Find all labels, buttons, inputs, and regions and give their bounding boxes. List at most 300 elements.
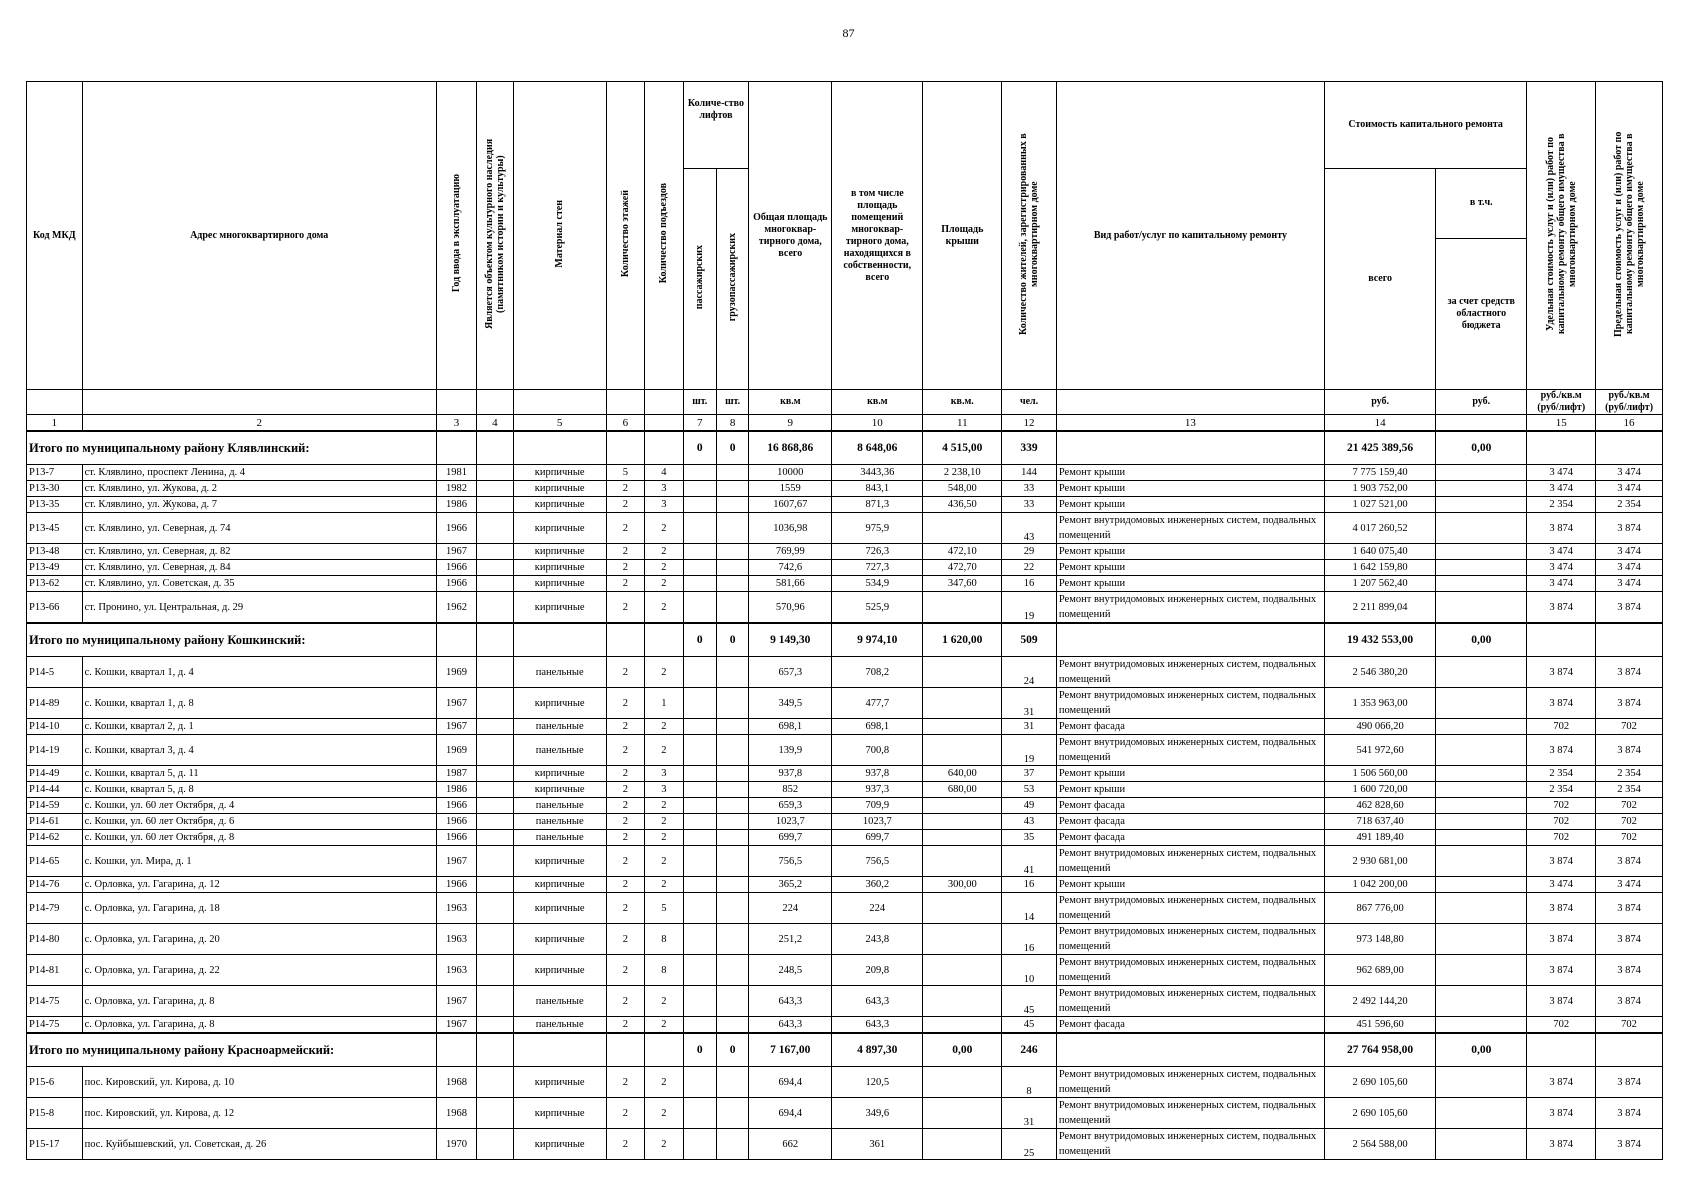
empty-cell [1596,1033,1663,1067]
inhabitants-count: 8 [1002,1067,1057,1098]
cost-budget [1436,782,1527,798]
inhabitants-count: 29 [1002,544,1057,560]
page-number: 87 [842,26,855,40]
group-cost-budget: 0,00 [1436,623,1527,657]
work-type: Ремонт крыши [1056,481,1324,497]
cost-budget [1436,1098,1527,1129]
unit-cost: 2 354 [1527,766,1596,782]
house-address: с. Кошки, ул. 60 лет Октября, д. 4 [82,798,436,814]
group-title: Итого по муниципальному району Клявлинский: [27,431,437,465]
total-area: 224 [749,893,832,924]
lifts-cargo [716,924,748,955]
year-built: 1966 [436,576,476,592]
year-built: 1969 [436,657,476,688]
unit-cost: 3 474 [1527,481,1596,497]
group-total-area: 9 149,30 [749,623,832,657]
column-number: 13 [1056,415,1324,432]
roof-area [923,657,1002,688]
total-area: 698,1 [749,719,832,735]
total-area: 769,99 [749,544,832,560]
cost-budget [1436,1129,1527,1160]
group-total-row [27,431,1663,465]
lifts-passenger [683,1067,716,1098]
inhabitants-count: 31 [1002,688,1057,719]
table-row [27,719,1663,735]
house-code: Р14-65 [27,846,83,877]
cost-budget [1436,846,1527,877]
house-code: Р13-48 [27,544,83,560]
lifts-cargo [716,782,748,798]
limit-cost: 3 874 [1596,513,1663,544]
entrances-count: 2 [645,814,683,830]
owned-area: 843,1 [832,481,923,497]
column-number: 2 [82,415,436,432]
inhabitants-count: 31 [1002,1098,1057,1129]
group-cost-total: 27 764 958,00 [1324,1033,1435,1067]
wall-material: кирпичные [513,513,606,544]
unit-cost: 3 474 [1527,877,1596,893]
cost-total: 1 353 963,00 [1324,688,1435,719]
lifts-passenger [683,846,716,877]
unit-cost: 3 474 [1527,576,1596,592]
inhabitants-count: 41 [1002,846,1057,877]
inhabitants-count: 16 [1002,877,1057,893]
total-area: 643,3 [749,1017,832,1034]
limit-cost: 3 874 [1596,1067,1663,1098]
header-address: Адрес многоквартирного дома [82,82,436,390]
unit-cost: 702 [1527,719,1596,735]
wall-material: кирпичные [513,1067,606,1098]
heritage-cell [477,955,513,986]
owned-area: 361 [832,1129,923,1160]
cost-budget [1436,735,1527,766]
group-lifts-cargo: 0 [716,431,748,465]
wall-material: панельные [513,986,606,1017]
inhabitants-count: 43 [1002,814,1057,830]
heritage-cell [477,544,513,560]
work-type: Ремонт фасада [1056,719,1324,735]
lifts-cargo [716,1098,748,1129]
work-type: Ремонт крыши [1056,766,1324,782]
lifts-passenger [683,766,716,782]
header-floors: Количество этажей [606,82,644,390]
heritage-cell [477,1098,513,1129]
floors-count: 2 [606,924,644,955]
total-area: 657,3 [749,657,832,688]
header-total-area: Общая площадь многоквар-тирного дома, всего [749,82,832,390]
roof-area [923,735,1002,766]
house-code: Р13-30 [27,481,83,497]
table-row [27,688,1663,719]
year-built: 1966 [436,830,476,846]
house-address: с. Орловка, ул. Гагарина, д. 18 [82,893,436,924]
heritage-cell [477,497,513,513]
cost-total: 451 596,60 [1324,1017,1435,1034]
house-address: с. Кошки, квартал 1, д. 8 [82,688,436,719]
lifts-passenger [683,1098,716,1129]
owned-area: 698,1 [832,719,923,735]
lifts-cargo [716,497,748,513]
house-address: ст. Клявлино, ул. Жукова, д. 2 [82,481,436,497]
capital-repair-table [26,81,1663,1160]
lifts-cargo [716,986,748,1017]
inhabitants-count: 35 [1002,830,1057,846]
work-type: Ремонт крыши [1056,465,1324,481]
cost-total: 1 042 200,00 [1324,877,1435,893]
header-heritage: Является объектом культурного наследия (памятником истории и культуры) [477,82,513,390]
total-area: 581,66 [749,576,832,592]
roof-area [923,893,1002,924]
lifts-cargo [716,877,748,893]
empty-cell [645,1033,683,1067]
table-row [27,893,1663,924]
lifts-passenger [683,798,716,814]
entrances-count: 2 [645,544,683,560]
unit-cost: 3 874 [1527,1098,1596,1129]
empty-cell [436,623,476,657]
unit-cell: кв.м [832,390,923,415]
work-type: Ремонт внутридомовых инженерных систем, подвальных помещений [1056,657,1324,688]
wall-material: кирпичные [513,560,606,576]
inhabitants-count: 16 [1002,924,1057,955]
floors-count: 2 [606,481,644,497]
cost-budget [1436,592,1527,624]
limit-cost: 3 874 [1596,1098,1663,1129]
total-area: 756,5 [749,846,832,877]
table-row [27,766,1663,782]
limit-cost: 3 874 [1596,846,1663,877]
lifts-passenger [683,657,716,688]
floors-count: 2 [606,1129,644,1160]
unit-cost: 3 874 [1527,735,1596,766]
cost-total: 541 972,60 [1324,735,1435,766]
house-address: с. Кошки, квартал 5, д. 11 [82,766,436,782]
lifts-passenger [683,560,716,576]
unit-cost: 702 [1527,814,1596,830]
heritage-cell [477,688,513,719]
year-built: 1963 [436,955,476,986]
floors-count: 2 [606,735,644,766]
group-owned-area: 9 974,10 [832,623,923,657]
cost-budget [1436,465,1527,481]
header-unit-cost: Удельная стоимость услуг и (или) работ по капитальному ремонту общего имущества в многоквартирном доме [1527,82,1596,390]
column-number [1436,415,1527,432]
house-address: ст. Клявлино, ул. Северная, д. 74 [82,513,436,544]
cost-budget [1436,481,1527,497]
house-code: Р13-66 [27,592,83,624]
heritage-cell [477,877,513,893]
work-type: Ремонт внутридомовых инженерных систем, подвальных помещений [1056,688,1324,719]
house-code: Р14-62 [27,830,83,846]
empty-cell [645,623,683,657]
cost-total: 4 017 260,52 [1324,513,1435,544]
heritage-cell [477,576,513,592]
total-area: 248,5 [749,955,832,986]
entrances-count: 2 [645,986,683,1017]
unit-cost: 3 874 [1527,893,1596,924]
floors-count: 2 [606,1067,644,1098]
entrances-count: 3 [645,481,683,497]
lifts-cargo [716,576,748,592]
owned-area: 3443,36 [832,465,923,481]
owned-area: 643,3 [832,986,923,1017]
heritage-cell [477,924,513,955]
roof-area: 2 238,10 [923,465,1002,481]
floors-count: 2 [606,955,644,986]
wall-material: панельные [513,830,606,846]
limit-cost: 3 874 [1596,1129,1663,1160]
unit-cost: 3 874 [1527,688,1596,719]
owned-area: 700,8 [832,735,923,766]
lifts-passenger [683,592,716,624]
heritage-cell [477,830,513,846]
year-built: 1967 [436,846,476,877]
header-owned-area: в том числе площадь помещений многоквар-тирного дома, находящихся в собственности, всего [832,82,923,390]
group-cost-total: 21 425 389,56 [1324,431,1435,465]
column-number: 15 [1527,415,1596,432]
empty-cell [1056,1033,1324,1067]
work-type: Ремонт внутридомовых инженерных систем, подвальных помещений [1056,592,1324,624]
limit-cost: 3 874 [1596,924,1663,955]
limit-cost: 2 354 [1596,766,1663,782]
header-cost-budget: за счет средств областного бюджета [1436,238,1527,389]
cost-budget [1436,497,1527,513]
header-code: Код МКД [27,82,83,390]
floors-count: 2 [606,782,644,798]
wall-material: панельные [513,719,606,735]
table-row [27,782,1663,798]
roof-area [923,688,1002,719]
lifts-cargo [716,465,748,481]
lifts-cargo [716,513,748,544]
cost-total: 973 148,80 [1324,924,1435,955]
lifts-passenger [683,1129,716,1160]
roof-area [923,830,1002,846]
roof-area: 472,10 [923,544,1002,560]
heritage-cell [477,592,513,624]
heritage-cell [477,719,513,735]
empty-cell [513,623,606,657]
header-cost-total: всего [1324,169,1435,390]
table-row [27,544,1663,560]
work-type: Ремонт крыши [1056,782,1324,798]
floors-count: 2 [606,544,644,560]
header-wall-material: Материал стен [513,82,606,390]
roof-area [923,1067,1002,1098]
house-address: ст. Клявлино, ул. Северная, д. 82 [82,544,436,560]
house-address: с. Кошки, квартал 1, д. 4 [82,657,436,688]
unit-cell: руб. [1324,390,1435,415]
empty-cell [436,1033,476,1067]
entrances-count: 2 [645,576,683,592]
table-row [27,830,1663,846]
unit-cell: руб./кв.м (руб/лифт) [1527,390,1596,415]
heritage-cell [477,986,513,1017]
house-address: пос. Кировский, ул. Кирова, д. 12 [82,1098,436,1129]
total-area: 349,5 [749,688,832,719]
header-work-type: Вид работ/услуг по капитальному ремонту [1056,82,1324,390]
cost-total: 2 492 144,20 [1324,986,1435,1017]
house-address: пос. Куйбышевский, ул. Советская, д. 26 [82,1129,436,1160]
limit-cost: 702 [1596,1017,1663,1034]
lifts-cargo [716,1067,748,1098]
lifts-cargo [716,766,748,782]
group-cost-budget: 0,00 [1436,431,1527,465]
limit-cost: 3 874 [1596,735,1663,766]
house-code: Р14-76 [27,877,83,893]
cost-budget [1436,986,1527,1017]
work-type: Ремонт фасада [1056,1017,1324,1034]
roof-area [923,719,1002,735]
cost-total: 1 640 075,40 [1324,544,1435,560]
column-number: 14 [1324,415,1435,432]
floors-count: 2 [606,814,644,830]
lifts-cargo [716,657,748,688]
work-type: Ремонт внутридомовых инженерных систем, подвальных помещений [1056,893,1324,924]
group-roof-area: 4 515,00 [923,431,1002,465]
roof-area [923,1129,1002,1160]
table-row [27,465,1663,481]
owned-area: 477,7 [832,688,923,719]
cost-total: 2 690 105,60 [1324,1067,1435,1098]
table-row [27,1129,1663,1160]
entrances-count: 5 [645,893,683,924]
floors-count: 2 [606,798,644,814]
unit-cost: 2 354 [1527,782,1596,798]
inhabitants-count: 33 [1002,481,1057,497]
empty-cell [606,623,644,657]
heritage-cell [477,782,513,798]
heritage-cell [477,735,513,766]
group-lifts-passenger: 0 [683,1033,716,1067]
house-code: Р14-80 [27,924,83,955]
house-code: Р13-49 [27,560,83,576]
column-number: 4 [477,415,513,432]
entrances-count: 1 [645,688,683,719]
cost-total: 491 189,40 [1324,830,1435,846]
cost-total: 462 828,60 [1324,798,1435,814]
owned-area: 525,9 [832,592,923,624]
total-area: 1607,67 [749,497,832,513]
house-code: Р15-6 [27,1067,83,1098]
lifts-cargo [716,830,748,846]
empty-cell [606,1033,644,1067]
wall-material: кирпичные [513,877,606,893]
house-address: с. Орловка, ул. Гагарина, д. 8 [82,1017,436,1034]
header-cost: Стоимость капитального ремонта [1324,82,1526,169]
lifts-passenger [683,986,716,1017]
lifts-passenger [683,893,716,924]
empty-cell [477,623,513,657]
column-number: 9 [749,415,832,432]
year-built: 1962 [436,592,476,624]
entrances-count: 2 [645,735,683,766]
lifts-passenger [683,814,716,830]
column-number: 1 [27,415,83,432]
lifts-cargo [716,560,748,576]
owned-area: 871,3 [832,497,923,513]
cost-total: 2 211 899,04 [1324,592,1435,624]
lifts-passenger [683,1017,716,1034]
empty-cell [1527,1033,1596,1067]
group-inhabitants: 246 [1002,1033,1057,1067]
cost-total: 962 689,00 [1324,955,1435,986]
lifts-passenger [683,735,716,766]
header-limit-cost: Предельная стоимость услуг и (или) работ по капитальному ремонту общего имущества в многоквартирном доме [1596,82,1663,390]
empty-cell [477,1033,513,1067]
house-code: Р13-62 [27,576,83,592]
year-built: 1986 [436,497,476,513]
roof-area: 640,00 [923,766,1002,782]
cost-budget [1436,544,1527,560]
unit-cost: 2 354 [1527,497,1596,513]
roof-area: 436,50 [923,497,1002,513]
house-address: с. Кошки, квартал 3, д. 4 [82,735,436,766]
cost-total: 7 775 159,40 [1324,465,1435,481]
year-built: 1967 [436,544,476,560]
lifts-passenger [683,513,716,544]
floors-count: 2 [606,846,644,877]
owned-area: 709,9 [832,798,923,814]
owned-area: 349,6 [832,1098,923,1129]
heritage-cell [477,560,513,576]
work-type: Ремонт внутридомовых инженерных систем, подвальных помещений [1056,986,1324,1017]
empty-cell [1527,431,1596,465]
unit-cell: кв.м [749,390,832,415]
inhabitants-count: 14 [1002,893,1057,924]
wall-material: панельные [513,814,606,830]
total-area: 643,3 [749,986,832,1017]
cost-budget [1436,830,1527,846]
work-type: Ремонт фасада [1056,830,1324,846]
entrances-count: 2 [645,846,683,877]
house-code: Р14-19 [27,735,83,766]
cost-budget [1436,576,1527,592]
group-total-area: 7 167,00 [749,1033,832,1067]
group-title: Итого по муниципальному району Красноармейский: [27,1033,437,1067]
table-row [27,814,1663,830]
owned-area: 1023,7 [832,814,923,830]
owned-area: 699,7 [832,830,923,846]
cost-budget [1436,688,1527,719]
lifts-cargo [716,798,748,814]
cost-budget [1436,560,1527,576]
lifts-passenger [683,877,716,893]
table-row [27,1017,1663,1034]
header-cost-incl: в т.ч. [1436,169,1527,239]
house-address: с. Кошки, квартал 5, д. 8 [82,782,436,798]
lifts-passenger [683,481,716,497]
work-type: Ремонт внутридомовых инженерных систем, подвальных помещений [1056,513,1324,544]
limit-cost: 3 874 [1596,986,1663,1017]
house-address: с. Орловка, ул. Гагарина, д. 12 [82,877,436,893]
entrances-count: 2 [645,830,683,846]
cost-budget [1436,814,1527,830]
owned-area: 243,8 [832,924,923,955]
column-number: 7 [683,415,716,432]
lifts-passenger [683,955,716,986]
floors-count: 2 [606,986,644,1017]
unit-cell: руб. [1436,390,1527,415]
unit-cost: 3 874 [1527,592,1596,624]
group-total-row [27,1033,1663,1067]
limit-cost: 3 874 [1596,657,1663,688]
unit-cost: 3 474 [1527,560,1596,576]
floors-count: 2 [606,766,644,782]
empty-cell [1056,431,1324,465]
column-number: 12 [1002,415,1057,432]
cost-budget [1436,955,1527,986]
